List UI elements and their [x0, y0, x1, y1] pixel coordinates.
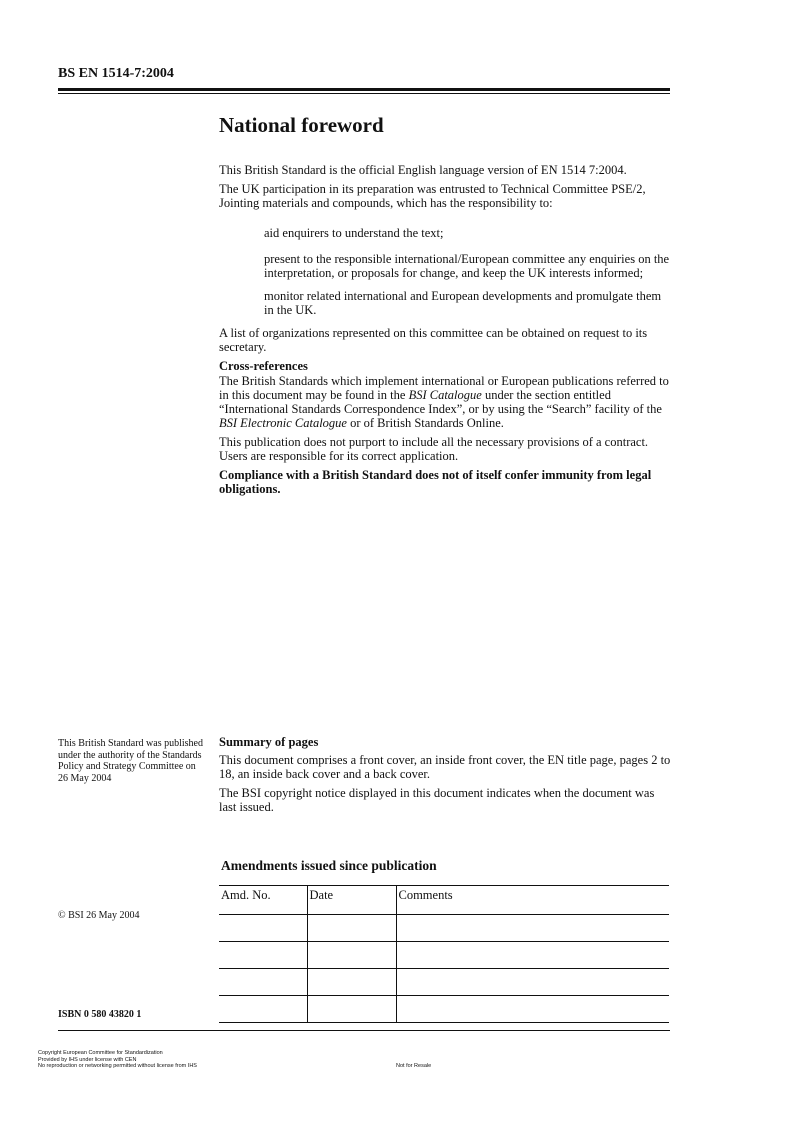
- table-cell: [396, 942, 669, 969]
- amendments-table: [219, 885, 669, 1023]
- table-cell: [396, 915, 669, 942]
- footer-line: No reproduction or networking permitted without license from IHS: [38, 1063, 197, 1069]
- document-id: BS EN 1514-7:2004: [58, 66, 174, 81]
- footer-line: Copyright European Committee for Standardization: [38, 1050, 163, 1056]
- summary-text: This document comprises a front cover, an inside front cover, the EN title page, pages 2 to 18, an inside back cover and a back cover.: [219, 753, 671, 781]
- committee-paragraph: The UK participation in its preparation was entrusted to Technical Committee PSE/2, Jointing materials and compounds, which has the responsibility to:: [219, 182, 646, 210]
- footer-rule: [58, 1030, 670, 1031]
- cross-references-heading: Cross-references: [219, 359, 308, 373]
- copyright-date: © BSI 26 May 2004: [58, 910, 140, 921]
- table-header-row: [219, 886, 669, 915]
- table-cell: [307, 969, 396, 996]
- committee-note: A list of organizations represented on this committee can be obtained on request to its secretary.: [219, 326, 648, 354]
- cross-references-text: The British Standards which implement international or European publications referred to in this document may be found in the BSI Catalogue under the section entitled “International Standards Correspondence Index”, or by using the “Search” facility of the BSI Electronic Catalogue or of British Standards Online.: [219, 374, 669, 430]
- header-rule-thick: [58, 88, 670, 91]
- header-rule-thin: [58, 93, 670, 94]
- summary-heading: Summary of pages: [219, 735, 319, 749]
- authority-note: This British Standard was published under the authority of the Standards Policy and Strategy Committee on 26 May 2004: [58, 738, 203, 784]
- table-cell: [219, 942, 307, 969]
- page-title: National foreword: [219, 113, 384, 137]
- table-row: [219, 969, 669, 996]
- table-row: [219, 942, 669, 969]
- intro-paragraph: This British Standard is the official English language version of EN 1514 7:2004.: [219, 163, 627, 177]
- responsibility-item: monitor related international and European developments and promulgate them in the UK.: [264, 289, 662, 317]
- license-footer: [38, 1050, 197, 1070]
- bsi-catalogue-ref: BSI Catalogue: [408, 388, 482, 402]
- column-header-amd-no: Amd. No.: [219, 886, 307, 915]
- table-cell: [396, 996, 669, 1023]
- foreword-body: [219, 163, 671, 501]
- responsibility-item: aid enquirers to understand the text;: [264, 226, 444, 240]
- copyright-notice: The BSI copyright notice displayed in this document indicates when the document was last issued.: [219, 786, 655, 814]
- footer-line: Provided by IHS under license with CEN: [38, 1056, 137, 1063]
- table-cell: [307, 915, 396, 942]
- table-cell: [219, 969, 307, 996]
- table-row: [219, 996, 669, 1023]
- bsi-electronic-catalogue-ref: BSI Electronic Catalogue: [219, 416, 347, 430]
- provisions-note: This publication does not purport to include all the necessary provisions of a contract. Users are responsible for its correct application.: [219, 435, 649, 463]
- column-header-comments: Comments: [396, 886, 669, 915]
- column-header-date: Date: [307, 886, 396, 915]
- summary-section: [219, 735, 671, 819]
- table-cell: [307, 942, 396, 969]
- isbn: ISBN 0 580 43820 1: [58, 1009, 142, 1020]
- responsibility-item: present to the responsible international/European committee any enquiries on the interpretation, or proposals for change, and keep the UK interests informed;: [264, 252, 670, 280]
- table-cell: [219, 996, 307, 1023]
- amendments-heading: Amendments issued since publication: [221, 858, 437, 873]
- table-cell: [307, 996, 396, 1023]
- table-cell: [396, 969, 669, 996]
- not-for-resale: Not for Resale: [396, 1063, 432, 1069]
- compliance-note: Compliance with a British Standard does not of itself confer immunity from legal obligations.: [219, 468, 652, 496]
- table-row: [219, 915, 669, 942]
- table-cell: [219, 915, 307, 942]
